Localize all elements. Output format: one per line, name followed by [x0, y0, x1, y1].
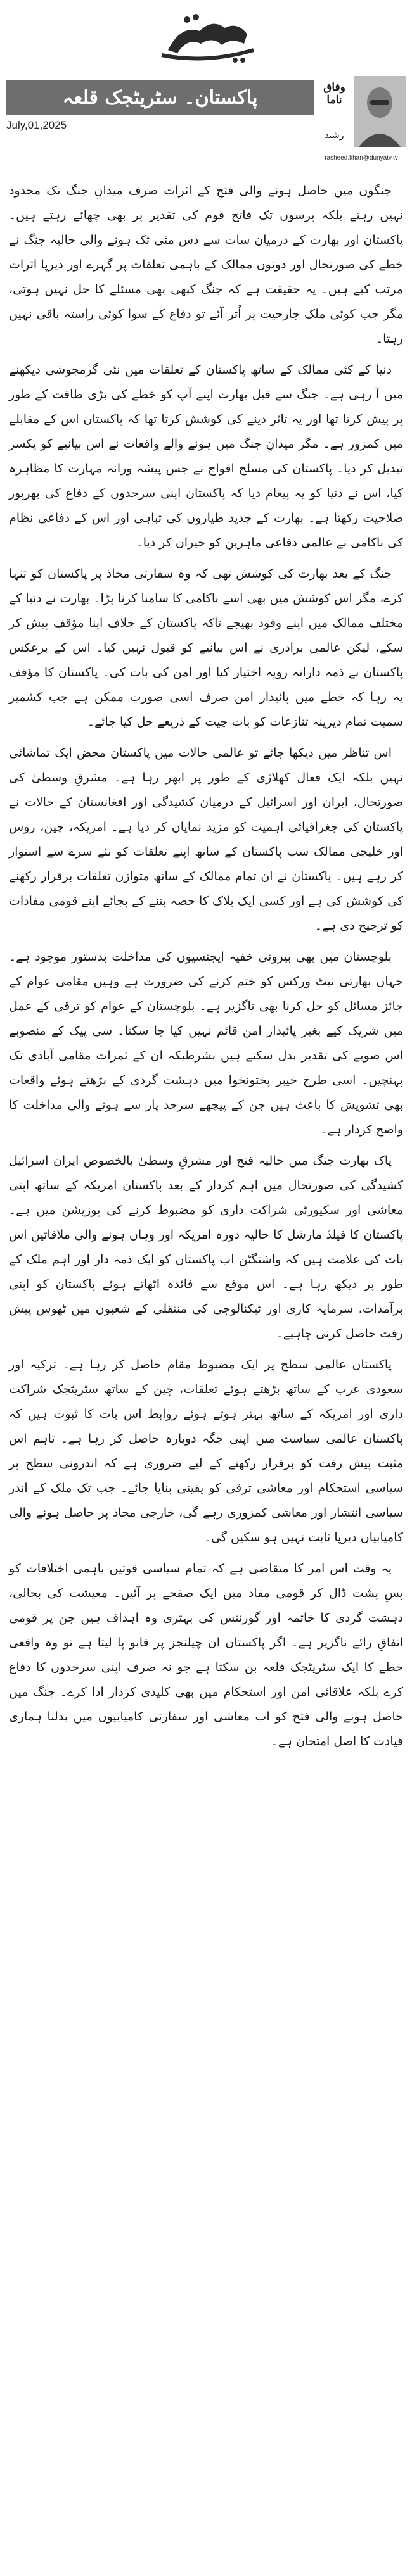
article-paragraph: دنیا کے کئی ممالک کے ساتھ پاکستان کے تعلقات میں نئی گرمجوشی دیکھنے میں آ رہی ہے۔ جنگ سے قبل بھارت اپنے آپ کو خطے کی بڑی طاقت کے طور پر پیش کرتا تھا اور یہ تاثر دینے کی کوشش کرتا تھا کہ پاکستان اس کے مقابلے میں کمزور ہے۔ مگر میدانِ جنگ میں ہونے والے واقعات نے اس بیانیے کو یکسر تبدیل کر دیا۔ پاکستان کی مسلح افواج نے جس پیشہ ورانہ مہارت کا مظاہرہ کیا، اس نے دنیا کو یہ پیغام دیا کہ پاکستان اپنی سرحدوں کے دفاع کی بھرپور صلاحیت رکھتا ہے۔ بھارت کے جدید طیاروں کی تباہی اور اس کے دفاعی نظام کی ناکامی نے عالمی دفاعی ماہرین کو حیران کر دیا۔: [9, 363, 403, 550]
article-title: پاکستان۔ سٹریٹجک قلعہ: [6, 80, 314, 115]
article-paragraph: پاک بھارت جنگ میں حالیہ فتح اور مشرقِ وسطیٰ بالخصوص ایران اسرائیل کشیدگی کی صورتحال میں اہم کردار کے بعد پاکستان امریکہ کے ساتھ اپنی معاشی اور سکیورٹی شراکت داری کو مضبوط کرنے کی پوزیشن میں ہے۔ پاکستان کا فیلڈ مارشل کا حالیہ دورہ امریکہ اور وہاں ہونے والی ملاقاتیں اس بات کی علامت ہیں کہ واشنگٹن اب پاکستان کو ایک ذمہ دار اور اہم ملک کے طور پر دیکھ رہا ہے۔ اس موقع سے فائدہ اٹھاتے ہوئے پاکستان کو اپنی برآمدات، سرمایہ کاری اور ٹیکنالوجی کی منتقلی کے شعبوں میں ٹھوس پیش رفت حاصل کرنی چاہیے۔: [9, 1154, 403, 1341]
masthead: [0, 0, 412, 75]
article-paragraph: پاکستان عالمی سطح پر ایک مضبوط مقام حاصل کر رہا ہے۔ ترکیہ اور سعودی عرب کے ساتھ بڑھتے ہوئے تعلقات، چین کے ساتھ سٹریٹجک شراکت داری اور امریکہ کے ساتھ بہتر ہوتے ہوئے روابط اس بات کا ثبوت ہیں کہ پاکستان عالمی سیاست میں اپنی جگہ دوبارہ حاصل کر رہا ہے۔ تاہم اس مثبت پیش رفت کو برقرار رکھنے کے لیے ضروری ہے کہ اندرونی سطح پر سیاسی استحکام اور معاشی ترقی کو یقینی بنایا جائے۔ جب تک ملک کے اندر سیاسی انتشار اور معاشی کمزوری رہے گی، خارجی محاذ پر حاصل ہونے والی کامیابیاں دیرپا ثابت نہیں ہو سکیں گی۔: [9, 1358, 403, 1544]
article-body: [9, 179, 403, 1760]
author-photo-icon: [354, 76, 406, 147]
article-paragraph: بلوچستان میں بھی بیرونی خفیہ ایجنسیوں کی مداخلت بدستور موجود ہے۔ جہاں بھارتی نیٹ ورکس کو ختم کرنے کی ضرورت ہے وہیں مقامی عوام کے جائز مسائل کو حل کرنا بھی ناگزیر ہے۔ بلوچستان کے عوام کو ترقی کے عمل میں شریک کیے بغیر پائیدار امن قائم نہیں کیا جا سکتا۔ سی پیک کے منصوبے اس صوبے کی تقدیر بدل سکتے ہیں بشرطیکہ ان کے ثمرات مقامی آبادی تک پہنچیں۔ اسی طرح خیبر پختونخوا میں دہشت گردی کے بڑھتے ہوئے واقعات بھی تشویش کا باعث ہیں جن کے پیچھے سرحد پار سے ہونے والی مداخلت کا واضح کردار ہے۔: [9, 950, 403, 1137]
article-paragraph: جنگوں میں حاصل ہونے والی فتح کے اثرات صرف میدانِ جنگ تک محدود نہیں رہتے بلکہ پرسوں تک فاتح قوم کی تقدیر پر بھی چھائے رہتے ہیں۔ پاکستان اور بھارت کے درمیان سات سے دس مئی تک ہونے والی حالیہ جنگ نے خطے کی صورتحال اور دونوں ممالک کے باہمی تعلقات پر گہرے اور دیرپا اثرات مرتب کیے ہیں۔ یہ حقیقت ہے کہ جنگ کبھی بھی مسئلے کا حل نہیں ہوتی، مگر جب کوئی ملک جارحیت پر اُتر آئے تو دفاع کے سوا کوئی راستہ باقی نہیں رہتا۔: [9, 184, 403, 346]
logo-graphic: [143, 6, 269, 69]
dunya-logo-icon: [143, 6, 269, 69]
author-email[interactable]: rasheed.khan@dunyatv.tv: [325, 155, 398, 161]
article-header: [6, 76, 406, 171]
article-paragraph: یہ وقت اس امر کا متقاضی ہے کہ تمام سیاسی قوتیں باہمی اختلافات کو پسِ پشت ڈال کر قومی مفاد میں ایک صفحے پر آئیں۔ معیشت کی بحالی، دہشت گردی کا خاتمہ اور گورننس کی بہتری وہ اہداف ہیں جن پر قومی اتفاقِ رائے ناگزیر ہے۔ اگر پاکستان ان چیلنجز پر قابو پا لیتا ہے تو وہ واقعی خطے کا ایک سٹریٹجک قلعہ بن سکتا ہے جو نہ صرف اپنی سرحدوں کا دفاع کرے بلکہ علاقائی امن اور استحکام میں بھی کلیدی کردار ادا کرے۔ جنگ میں حاصل ہونے والی فتح کو اب معاشی اور سفارتی کامیابیوں میں بدلنا ہماری قیادت کا اصل امتحان ہے۔: [9, 1562, 403, 1748]
author-block: [317, 76, 406, 171]
publish-date: July,01,2025: [6, 119, 67, 131]
author-role: رشید: [325, 130, 344, 141]
article-paragraph: اس تناظر میں دیکھا جائے تو عالمی حالات میں پاکستان محض ایک تماشائی نہیں بلکہ ایک فعال کھلاڑی کے طور پر ابھر رہا ہے۔ مشرقِ وسطیٰ کی صورتحال، ایران اور اسرائیل کے درمیان کشیدگی اور افغانستان کے حالات نے پاکستان کی جغرافیائی اہمیت کو مزید نمایاں کر دیا ہے۔ امریکہ، چین، روس اور خلیجی ممالک سب پاکستان کے ساتھ اپنے تعلقات کو نئے سرے سے استوار کر رہے ہیں۔ پاکستان نے ان تمام ممالک کے ساتھ متوازن تعلقات برقرار رکھنے کی کوشش کی ہے اور کسی ایک بلاک کا حصہ بننے کے بجائے اپنے قومی مفادات کو ترجیح دی ہے۔: [9, 746, 403, 933]
author-name: وفاق ناما: [323, 81, 345, 107]
article-paragraph: جنگ کے بعد بھارت کی کوشش تھی کہ وہ سفارتی محاذ پر پاکستان کو تنہا کرے، مگر اس کوشش میں بھی اسے ناکامی کا سامنا کرنا پڑا۔ بھارت نے دنیا کے مختلف ممالک میں اپنے وفود بھیجے تاکہ پاکستان کے خلاف اپنا مؤقف پیش کر سکے، لیکن عالمی برادری نے اس بیانیے کو قبول نہیں کیا۔ اس کے برعکس پاکستان نے ذمہ دارانہ رویہ اختیار کیا اور امن کی بات کی۔ پاکستان کا مؤقف یہ رہا کہ خطے میں پائیدار امن صرف اسی صورت ممکن ہے جب کشمیر سمیت تمام دیرینہ تنازعات کو بات چیت کے ذریعے حل کیا جائے۔: [9, 567, 403, 729]
avatar-graphic: [354, 76, 406, 147]
